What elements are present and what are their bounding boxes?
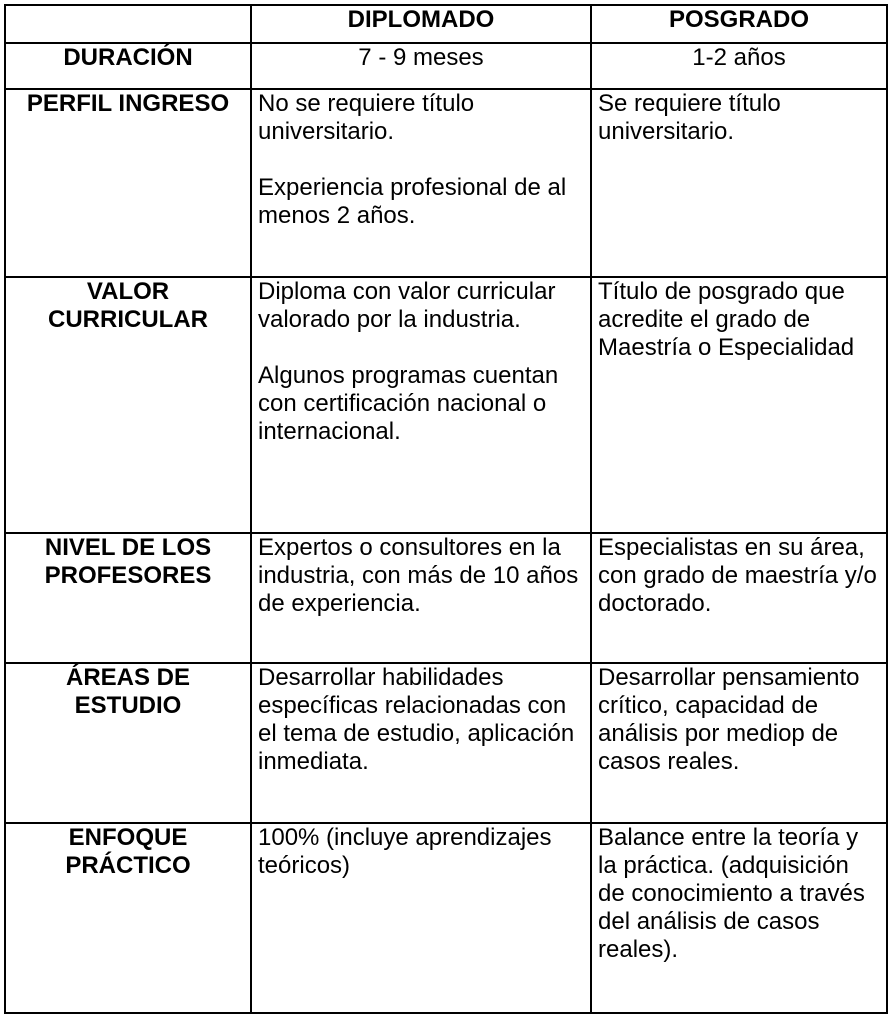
row-label: ÁREAS DE ESTUDIO: [5, 663, 251, 823]
cell-text: Título de posgrado que acredite el grado de Maestría o Especialidad: [598, 278, 855, 361]
table-row: [5, 277, 887, 533]
cell-text: No se requiere título universitario.: [258, 90, 475, 145]
row-label: ENFOQUE PRÁCTICO: [5, 823, 251, 1013]
posgrado-cell: [591, 823, 887, 1013]
diplomado-cell: [251, 533, 591, 663]
cell-text: Expertos o consultores en la industria, con más de 10 años de experiencia.: [258, 534, 579, 617]
cell-text: 1-2 años: [692, 44, 786, 71]
cell-text: Experiencia profesional de al menos 2 años.: [258, 174, 567, 229]
diplomado-cell: [251, 823, 591, 1013]
cell-text: Especialistas en su área, con grado de maestría y/o doctorado.: [598, 534, 877, 617]
cell-text: 100% (incluye aprendizajes teóricos): [258, 824, 552, 879]
diplomado-cell: [251, 43, 591, 89]
posgrado-cell: [591, 663, 887, 823]
row-label: NIVEL DE LOS PROFESORES: [5, 533, 251, 663]
header-diplomado: DIPLOMADO: [251, 5, 591, 43]
row-label: PERFIL INGRESO: [5, 89, 251, 277]
header-posgrado: POSGRADO: [591, 5, 887, 43]
posgrado-cell: [591, 533, 887, 663]
posgrado-cell: [591, 89, 887, 277]
table-row: [5, 533, 887, 663]
cell-text: Desarrollar habilidades específicas relacionadas con el tema de estudio, aplicación inmediata.: [258, 664, 575, 775]
table-row: [5, 663, 887, 823]
header-row: [5, 5, 887, 43]
header-empty-cell: [5, 5, 251, 43]
diplomado-cell: [251, 277, 591, 533]
cell-text: 7 - 9 meses: [358, 44, 484, 71]
row-label: DURACIÓN: [5, 43, 251, 89]
table-row: [5, 43, 887, 89]
cell-text: Diploma con valor curricular valorado por la industria.: [258, 278, 556, 333]
row-label: VALOR CURRICULAR: [5, 277, 251, 533]
diplomado-cell: [251, 663, 591, 823]
diplomado-cell: [251, 89, 591, 277]
cell-text: Desarrollar pensamiento crítico, capacidad de análisis por mediop de casos reales.: [598, 664, 860, 775]
table-row: [5, 823, 887, 1013]
cell-text: Balance entre la teoría y la práctica. (adquisición de conocimiento a través del análisis de casos reales).: [598, 824, 865, 963]
cell-text: Se requiere título universitario.: [598, 90, 781, 145]
table-row: [5, 89, 887, 277]
posgrado-cell: [591, 43, 887, 89]
cell-text: Algunos programas cuentan con certificación nacional o internacional.: [258, 362, 559, 445]
comparison-table: [4, 4, 888, 1014]
posgrado-cell: [591, 277, 887, 533]
